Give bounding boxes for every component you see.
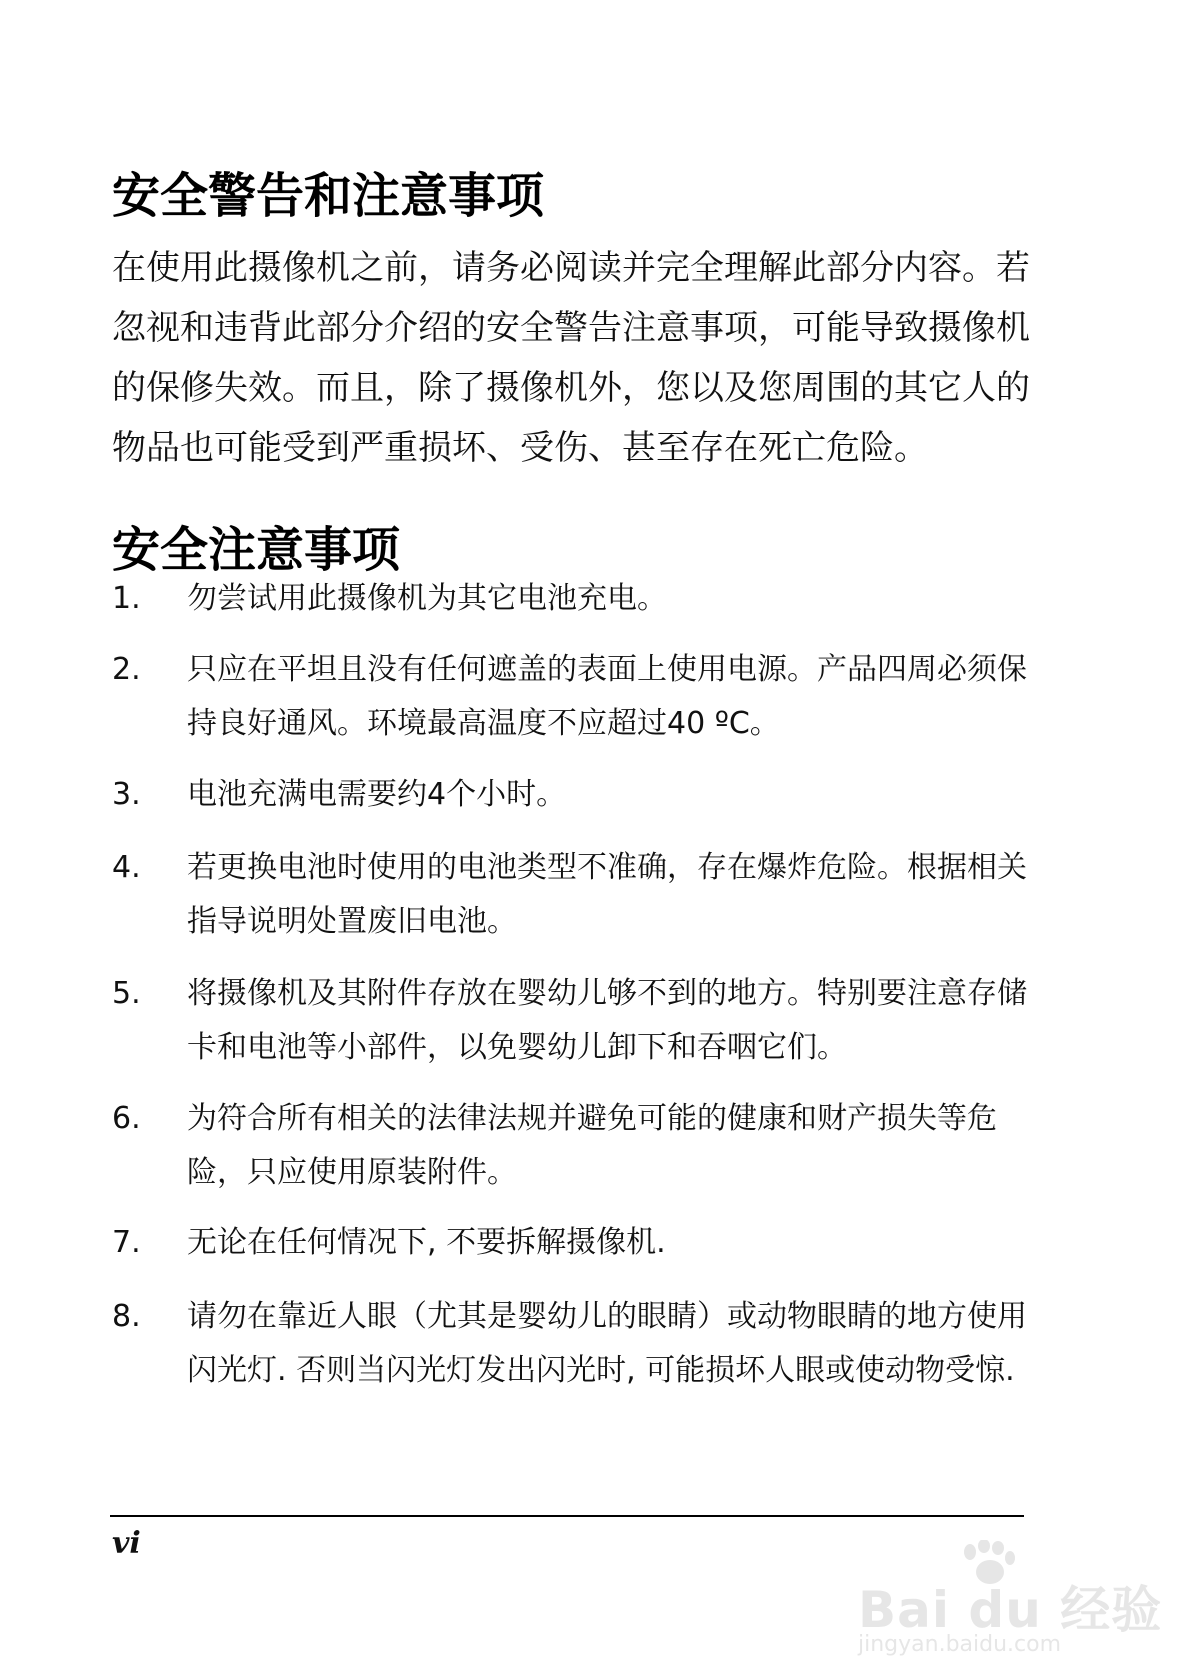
list-item-number: 7.	[112, 1225, 141, 1260]
baidu-watermark	[858, 1540, 1163, 1660]
list-item-text	[187, 768, 1117, 822]
intro-paragraph	[112, 238, 1102, 478]
list-item-text	[187, 1092, 1117, 1200]
list-item-line: 将摄像机及其附件存放在婴幼儿够不到的地方。特别要注意存储	[187, 976, 1027, 1011]
list-item-text	[187, 1290, 1117, 1398]
list-item-number: 2.	[112, 652, 141, 687]
intro-line: 的保修失效。而且，除了摄像机外，您以及您周围的其它人的	[112, 368, 1030, 408]
list-item-line: 闪光灯. 否则当闪光灯发出闪光时, 可能损坏人眼或使动物受惊.	[187, 1353, 1015, 1388]
section-title-safety-warnings: 安全警告和注意事项	[112, 168, 545, 224]
list-item-line: 无论在任何情况下, 不要拆解摄像机.	[187, 1225, 666, 1260]
list-item-number: 5.	[112, 976, 141, 1011]
intro-line: 忽视和违背此部分介绍的安全警告注意事项，可能导致摄像机	[112, 308, 1030, 348]
list-item-number: 4.	[112, 850, 141, 885]
list-item-line: 指导说明处置废旧电池。	[187, 904, 517, 939]
list-item-text	[187, 967, 1117, 1075]
list-item-line: 请勿在靠近人眼（尤其是婴幼儿的眼睛）或动物眼睛的地方使用	[187, 1299, 1027, 1334]
list-item-line: 卡和电池等小部件，以免婴幼儿卸下和吞咽它们。	[187, 1030, 847, 1065]
list-item-line: 为符合所有相关的法律法规并避免可能的健康和财产损失等危	[187, 1101, 997, 1136]
intro-line: 在使用此摄像机之前，请务必阅读并完全理解此部分内容。若	[112, 248, 1030, 288]
watermark-brand: Bai du 经验	[858, 1581, 1163, 1639]
intro-line: 物品也可能受到严重损坏、受伤、甚至存在死亡危险。	[112, 428, 928, 468]
list-item-text	[187, 643, 1117, 751]
list-item-text	[187, 1216, 1117, 1270]
list-item-text	[187, 572, 1117, 626]
list-item-line: 勿尝试用此摄像机为其它电池充电。	[187, 581, 667, 616]
list-item-line: 险，只应使用原装附件。	[187, 1155, 517, 1190]
watermark-url: jingyan.baidu.com	[858, 1632, 1062, 1657]
list-item-number: 6.	[112, 1101, 141, 1136]
list-item-text	[187, 841, 1117, 949]
list-item-line: 只应在平坦且没有任何遮盖的表面上使用电源。产品四周必须保	[187, 652, 1027, 687]
list-item-number: 3.	[112, 777, 141, 812]
footer-divider	[110, 1515, 1024, 1517]
list-item-line: 电池充满电需要约4个小时。	[187, 777, 567, 812]
list-item-number: 1.	[112, 581, 141, 616]
list-item-number: 8.	[112, 1299, 141, 1334]
section-title-safety-precautions: 安全注意事项	[112, 522, 401, 578]
list-item-line: 若更换电池时使用的电池类型不准确，存在爆炸危险。根据相关	[187, 850, 1027, 885]
list-item-line: 持良好通风。环境最高温度不应超过40 ºC。	[187, 706, 780, 741]
page-number: vi	[112, 1526, 141, 1561]
